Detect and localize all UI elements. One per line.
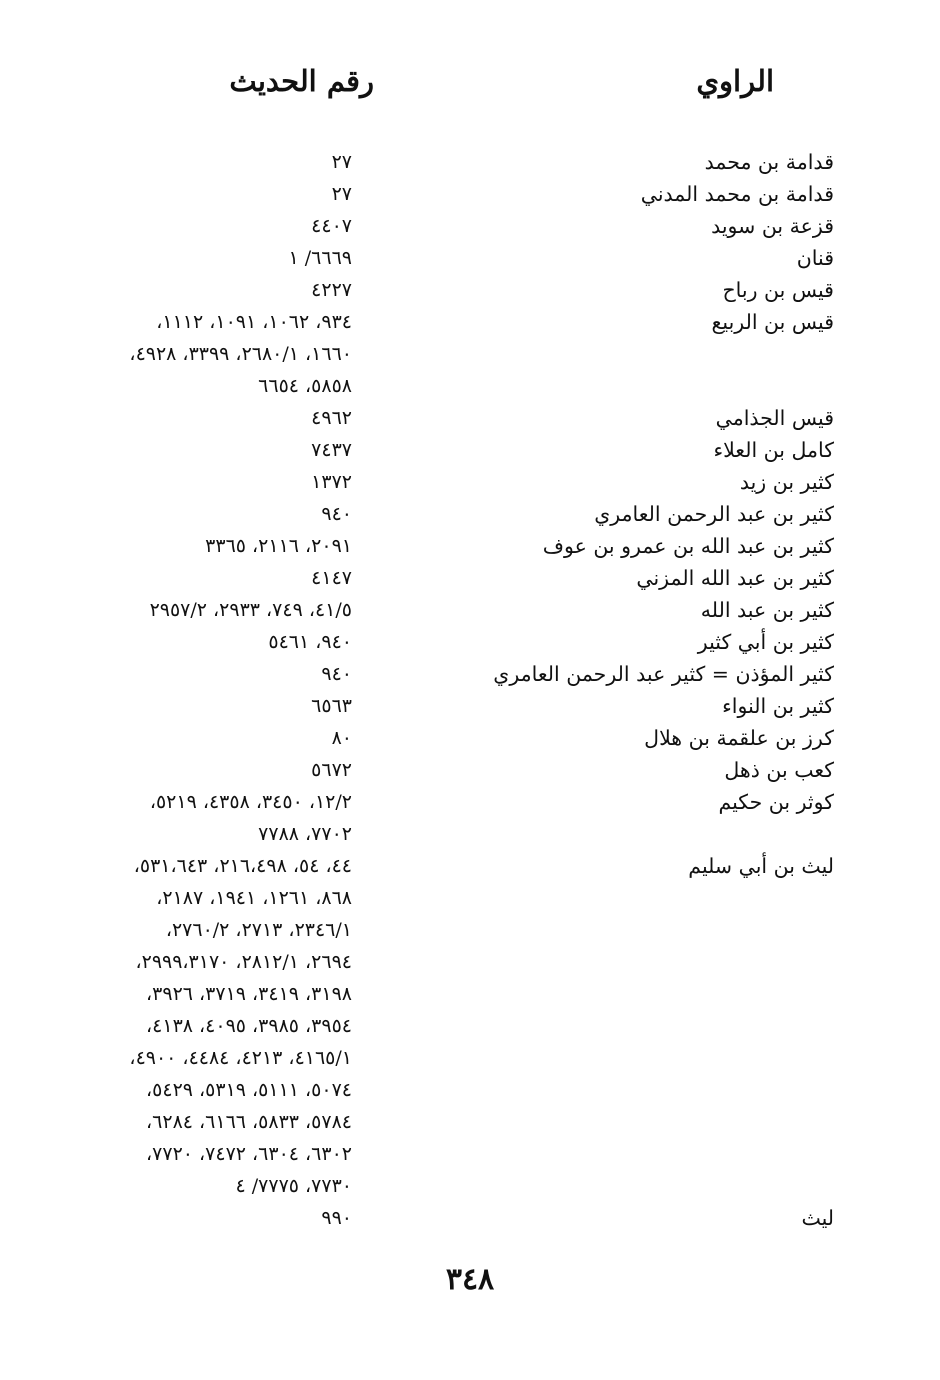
narrator-entry: كثير بن عبد الله بن عمرو بن عوف (542, 534, 834, 558)
hadith-number-entry: ٧٧٠٢، ٧٧٨٨ (258, 823, 352, 845)
narrator-entry (394, 946, 834, 978)
hadith-number-entry: ٤٤٠٧ (311, 215, 352, 237)
hadith-number-entry: ٢٦٩٤، ٢٨١٢/١، ٢٩٩٩،٣١٧٠، (135, 951, 352, 973)
hadith-number-entry: ٢٧ (331, 183, 352, 205)
hadith-number-entry: ٢٠٩١، ٢١١٦، ٣٣٦٥ (205, 535, 352, 557)
hadith-number-entry: ٤٢٢٧ (311, 279, 352, 301)
narrator-entry: كرز بن علقمة بن هلال (644, 726, 834, 750)
narrator-entry: كثير بن عبد الله (700, 598, 834, 622)
hadith-number-entry: ٤٤، ٥٤، ٢١٦،٤٩٨، ٥٣١،٦٤٣، (133, 855, 352, 877)
narrator-entry (394, 1106, 834, 1138)
narrator-entry: كثير بن عبد الرحمن العامري (594, 502, 834, 526)
hadith-number-entry: ٦٣٠٢، ٦٣٠٤، ٧٤٧٢، ٧٧٢٠، (146, 1143, 352, 1165)
narrator-entry: قيس بن الربيع (711, 310, 834, 334)
narrator-entry (394, 978, 834, 1010)
narrator-column-header: الراوي (696, 64, 774, 98)
hadith-number-column (52, 146, 352, 1234)
hadith-number-entry: ٤١٤٧ (311, 567, 352, 589)
narrator-entry (394, 1042, 834, 1074)
hadith-number-entry: ٥٧٨٤، ٥٨٣٣، ٦١٦٦، ٦٢٨٤، (146, 1111, 352, 1133)
hadith-number-entry: ٣١٩٨، ٣٤١٩، ٣٧١٩، ٣٩٢٦، (146, 983, 352, 1005)
hadith-number-entry: ٩٤٠ (321, 663, 352, 685)
narrator-entry: كثير بن النواء (722, 694, 834, 718)
narrator-entry: ليث (801, 1206, 834, 1230)
narrator-entry (394, 914, 834, 946)
hadith-number-entry: ٥٠٧٤، ٥١١١، ٥٣١٩، ٥٤٢٩، (146, 1079, 352, 1101)
hadith-number-entry: ١٣٧٢ (311, 471, 352, 493)
narrator-entry (394, 1170, 834, 1202)
hadith-number-entry: ٦٥٦٣ (311, 695, 352, 717)
hadith-number-entry: ٥٨٥٨، ٦٦٥٤ (258, 375, 352, 397)
hadith-number-entry: ١٢/٢، ٣٤٥٠، ٤٣٥٨، ٥٢١٩، (149, 791, 352, 813)
hadith-number-entry: ٦٦٦٩/ ١ (288, 247, 352, 269)
hadith-number-entry: ٩٣٤، ١٠٦٢، ١٠٩١، ١١١٢، (156, 311, 352, 333)
narrator-entry: كثير بن عبد الله المزني (636, 566, 834, 590)
narrator-entry: قيس الجذامي (715, 406, 834, 430)
narrator-entry: قيس بن رباح (722, 278, 834, 302)
narrator-entry: قنان (796, 246, 834, 270)
narrator-entry: كعب بن ذهل (724, 758, 834, 782)
hadith-number-entry: ٤٩٦٢ (311, 407, 352, 429)
hadith-number-entry: ٧٤٣٧ (311, 439, 352, 461)
hadith-number-entry: ٤١/٥، ٧٤٩، ٢٩٣٣، ٢٩٥٧/٢ (149, 599, 352, 621)
hadith-number-entry: ٢٣٤٦/١، ٢٧١٣، ٢٧٦٠/٢، (165, 919, 352, 941)
narrator-entry: قدامة بن محمد المدني (640, 182, 834, 206)
hadith-number-entry: ٨٦٨، ١٢٦١، ١٩٤١، ٢١٨٧، (156, 887, 352, 909)
narrator-entry (394, 818, 834, 850)
narrator-entry (394, 1138, 834, 1170)
narrator-entry: قزعة بن سويد (711, 214, 834, 238)
hadith-number-entry: ١٦٦٠، ٢٦٨٠/١، ٣٣٩٩، ٤٩٢٨، (129, 343, 352, 365)
hadith-number-entry: ٩٩٠ (321, 1207, 352, 1229)
narrator-entry: ليث بن أبي سليم (688, 854, 834, 878)
narrator-entry: كثير المؤذن = كثير عبد الرحمن العامري (493, 662, 834, 686)
hadith-number-entry: ٣٩٥٤، ٣٩٨٥، ٤٠٩٥، ٤١٣٨، (146, 1015, 352, 1037)
hadith-number-column-header: رقم الحديث (229, 64, 374, 98)
narrator-entry: قدامة بن محمد (704, 150, 834, 174)
hadith-number-entry: ٨٠ (331, 727, 352, 749)
hadith-number-entry: ٧٧٣٠، ٧٧٧٥/ ٤ (235, 1175, 352, 1197)
hadith-number-entry: ٤١٦٥/١، ٤٢١٣، ٤٤٨٤، ٤٩٠٠، (129, 1047, 352, 1069)
hadith-number-entry: ٩٤٠، ٥٤٦١ (268, 631, 352, 653)
hadith-number-entry: ٢٧ (331, 151, 352, 173)
narrator-entry (394, 370, 834, 402)
narrator-entry (394, 1010, 834, 1042)
hadith-number-entry: ٥٦٧٢ (311, 759, 352, 781)
narrator-entry: كوثر بن حكيم (718, 790, 834, 814)
page-number: ٣٤٨ (445, 1262, 495, 1297)
narrator-entry (394, 1074, 834, 1106)
hadith-number-entry: ٩٤٠ (321, 503, 352, 525)
narrator-entry: كثير بن زيد (739, 470, 834, 494)
narrator-entry (394, 882, 834, 914)
narrator-entry: كثير بن أبي كثير (697, 630, 834, 654)
narrator-entry (394, 338, 834, 370)
narrator-entry: كامل بن العلاء (713, 438, 834, 462)
narrator-column (394, 146, 834, 1234)
